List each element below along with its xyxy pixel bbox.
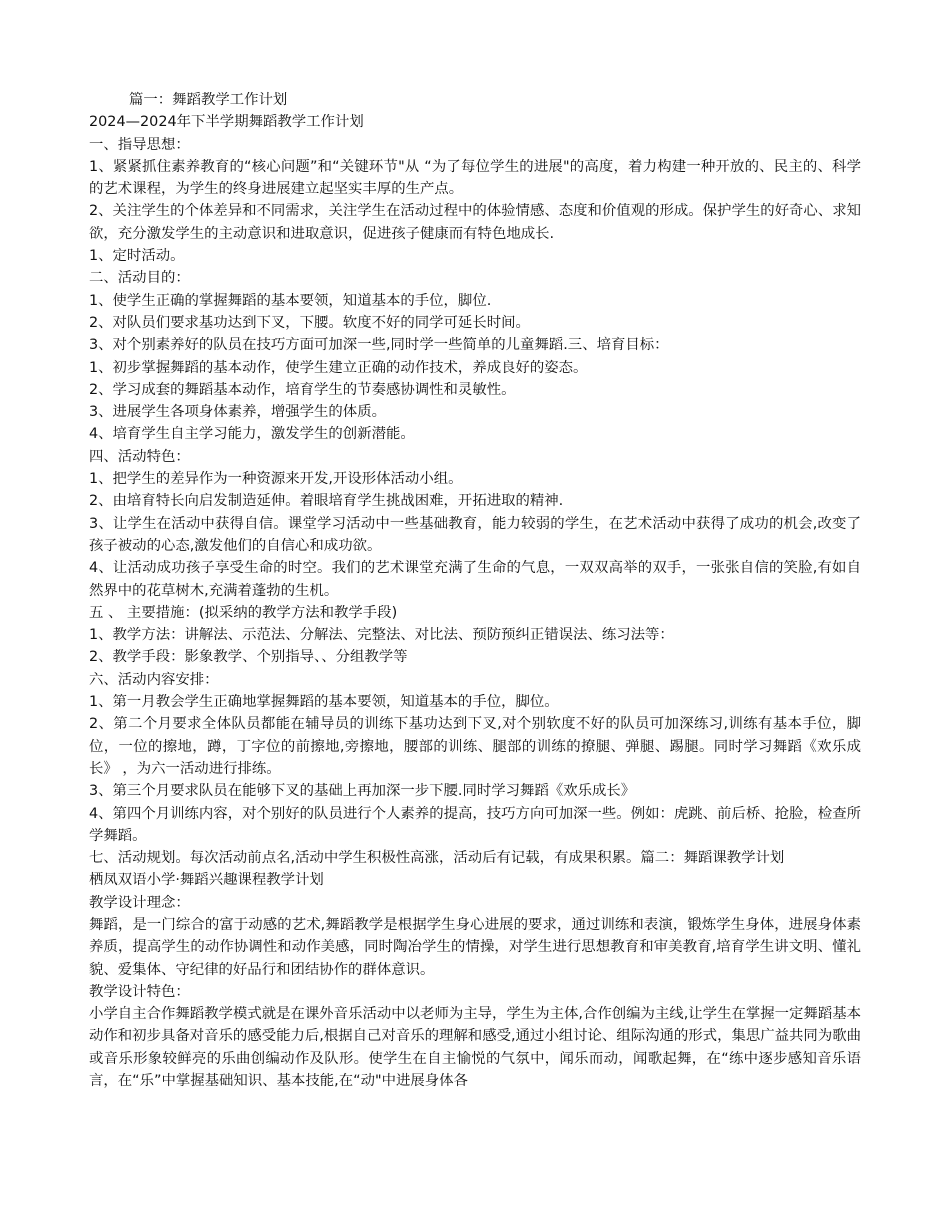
paragraph: 2、第二个月要求全体队员都能在辅导员的训练下基功达到下叉,对个别软度不好的队员可加深练习,训练有基本手位，脚位，一位的擦地，蹲，丁字位的前擦地,旁擦地，腰部的训练、腿部的训练的撩腿、弹腿、踢腿。同时学习舞蹈《欢乐成长》 ，为六一活动进行排练。 bbox=[89, 716, 861, 777]
paragraph: 3、进展学生各项身体素养，增强学生的体质。 bbox=[89, 404, 386, 421]
paragraph: 2024—2024年下半学期舞蹈教学工作计划 bbox=[89, 114, 364, 131]
paragraph: 1、教学方法：讲解法、示范法、分解法、完整法、对比法、预防预纠正错误法、练习法等： bbox=[89, 627, 674, 644]
paragraph: 4、第四个月训练内容，对个别好的队员进行个人素养的提高，技巧方向可加深一些。例如：虎跳、前后桥、抢脸，检查所学舞蹈。 bbox=[89, 805, 861, 844]
paragraph: 六、活动内容安排： bbox=[89, 671, 219, 688]
paragraph: 栖凤双语小学·舞蹈兴趣课程教学计划 bbox=[89, 872, 324, 889]
paragraph: 小学自主合作舞蹈教学模式就是在课外音乐活动中以老师为主导，学生为主体,合作创编为主线,让学生在掌握一定舞蹈基本动作和初步具备对音乐的感受能力后,根据自己对音乐的理解和感受,通过小组讨论、组际沟通的形式，集思广益共同为歌曲或音乐形象较鲜亮的乐曲创编动作及队形。使学生在自主愉悦的气氛中，闻乐而动，闻歌起舞，在“练中逐步感知音乐语言，在“乐”中掌握基础知识、基本技能,在“动"中进展身体各 bbox=[89, 1006, 861, 1090]
paragraph: 教学设计特色： bbox=[89, 983, 190, 1000]
paragraph: 1、紧紧抓住素养教育的“核心问题”和“关键环节"从 “为了每位学生的进展"的高度，着力构建一种开放的、民主的、科学的艺术课程，为学生的终身进展建立起坚实丰厚的生产点。 bbox=[89, 158, 861, 198]
paragraph: 舞蹈，是一门综合的富于动感的艺术,舞蹈教学是根据学生身心进展的要求，通过训练和表演，锻炼学生身体，进展身体素养质，提高学生的动作协调性和动作美感，同时陶冶学生的情操，对学生进行思想教育和审美教育,培育学生讲文明、懂礼貌、爱集体、守纪律的好品行和团结协作的群体意识。 bbox=[89, 916, 861, 978]
paragraph: 1、定时活动。 bbox=[89, 248, 185, 265]
paragraph: 3、第三个月要求队员在能够下叉的基础上再加深一步下腰.同时学习舞蹈《欢乐成长》 bbox=[89, 783, 636, 800]
document-page bbox=[89, 89, 861, 1092]
paragraph: 1、第一月教会学生正确地掌握舞蹈的基本要领，知道基本的手位，脚位。 bbox=[89, 694, 559, 711]
paragraph: 四、活动特色： bbox=[89, 448, 190, 465]
paragraph: 二、活动目的： bbox=[89, 270, 190, 287]
paragraph: 4、让活动成功孩子享受生命的时空。我们的艺术课堂充满了生命的气息，一双双高举的双手，一张张自信的笑脸,有如自然界中的花草树木,充满着蓬勃的生机。 bbox=[89, 560, 861, 599]
paragraph: 五 、 主要措施：(拟采纳的教学方法和教学手段) bbox=[89, 604, 398, 621]
paragraph: 1、使学生正确的掌握舞蹈的基本要领，知道基本的手位，脚位. bbox=[89, 292, 492, 309]
paragraph: 2、关注学生的个体差异和不同需求，关注学生在活动过程中的体验情感、态度和价值观的形成。保护学生的好奇心、求知欲，充分激发学生的主动意识和进取意识，促进孩子健康而有特色地成长. bbox=[89, 203, 861, 242]
paragraph: 2、教学手段：影象教学、个别指导、、分组教学等 bbox=[89, 649, 408, 666]
paragraph: 3、让学生在活动中获得自信。课堂学习活动中一些基础教育，能力较弱的学生，在艺术活动中获得了成功的机会,改变了孩子被动的心态,激发他们的自信心和成功欲。 bbox=[89, 515, 861, 554]
paragraph: 1、初步掌握舞蹈的基本动作，使学生建立正确的动作技术，养成良好的姿态。 bbox=[89, 359, 588, 376]
paragraph: 2、由培育特长向启发制造延伸。着眼培育学生挑战困难，开拓进取的精神. bbox=[89, 493, 564, 510]
paragraph: 1、把学生的差异作为一种资源来开发,开设形体活动小组。 bbox=[89, 471, 463, 488]
paragraph: 一、指导思想： bbox=[89, 136, 190, 153]
paragraph: 4、培育学生自主学习能力，激发学生的创新潜能。 bbox=[89, 426, 415, 443]
paragraph: 教学设计理念： bbox=[89, 894, 190, 911]
document-title: 篇一：舞蹈教学工作计划 bbox=[129, 92, 288, 108]
paragraph: 2、对队员们要求基功达到下叉，下腰。软度不好的同学可延长时间。 bbox=[89, 314, 530, 331]
paragraph: 2、学习成套的舞蹈基本动作，培育学生的节奏感协调性和灵敏性。 bbox=[89, 381, 516, 398]
paragraph: 3、对个别素养好的队员在技巧方面可加深一些,同时学一些简单的儿童舞蹈.三、培育目标： bbox=[89, 337, 669, 354]
paragraph: 七、活动规划。每次活动前点名,活动中学生积极性高涨，活动后有记载，有成果积累。篇二：舞蹈课教学计划 bbox=[89, 850, 785, 867]
